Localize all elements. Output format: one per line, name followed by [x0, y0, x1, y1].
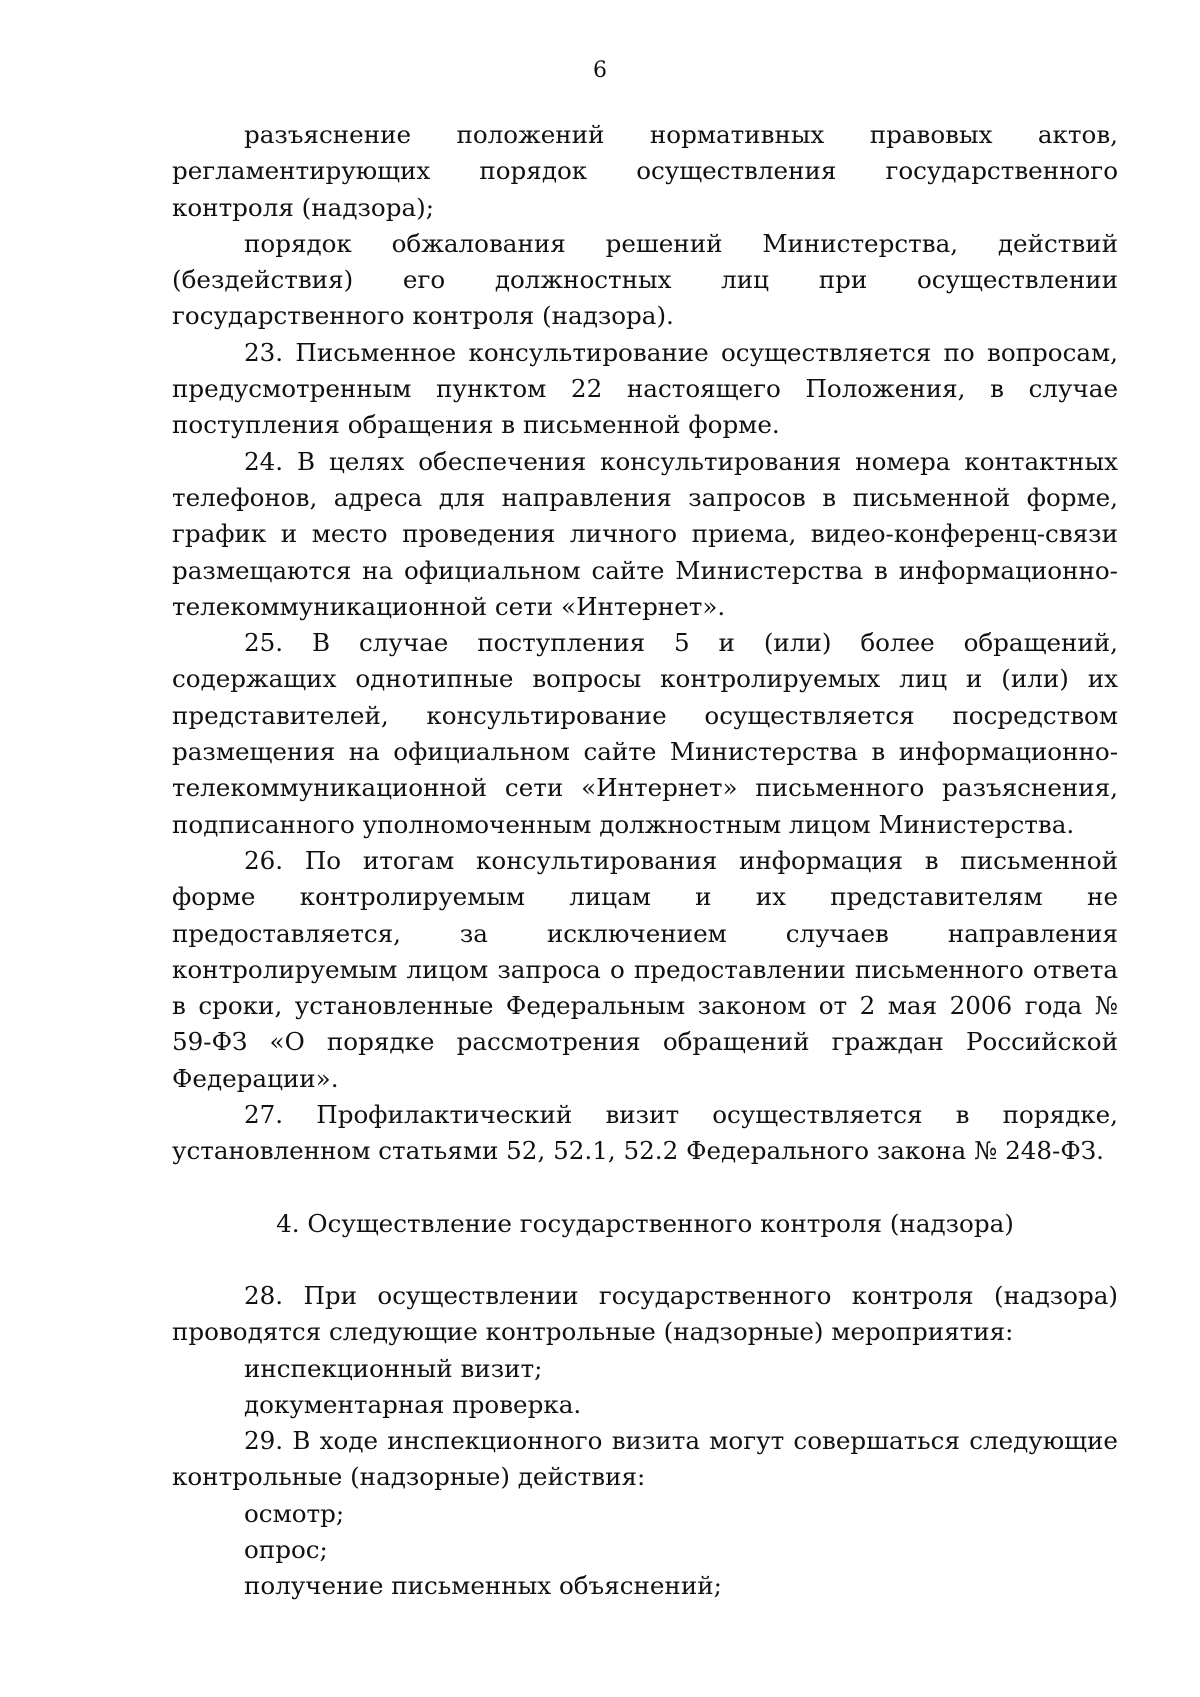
- paragraph-25: 25. В случае поступления 5 и (или) более обращений, содержащих однотипные вопросы контролируемых лиц и (или) их представителей, консультирование осуществляется посредством размещения на официальном сайте Министерства в информационно-телекоммуникационной сети «Интернет» письменного разъяснения, подписанного уполномоченным должностным лицом Министерства.: [172, 628, 1118, 839]
- document-body: [172, 117, 1118, 1605]
- paragraph-27: 27. Профилактический визит осуществляется в порядке, установленном статьями 52, 52.1, 52.2 Федерального закона № 248-ФЗ.: [172, 1100, 1118, 1166]
- paragraph-24: 24. В целях обеспечения консультирования номера контактных телефонов, адреса для направления запросов в письменной форме, график и место проведения личного приема, видео-конференц-связи размещаются на официальном сайте Министерства в информационно-телекоммуникационной сети «Интернет».: [172, 446, 1118, 621]
- page-number: 6: [593, 58, 607, 83]
- section-heading: 4. Осуществление государственного контроля (надзора): [276, 1208, 1014, 1238]
- paragraph-clarification: разъяснение положений нормативных правовых актов, регламентирующих порядок осуществления государственного контроля (надзора);: [172, 120, 1118, 222]
- list-item-written-explanations: получение письменных объяснений;: [244, 1571, 722, 1601]
- paragraph-23: 23. Письменное консультирование осуществляется по вопросам, предусмотренным пунктом 22 настоящего Положения, в случае поступления обращения в письменной форме.: [172, 337, 1118, 440]
- list-item-inspection: осмотр;: [244, 1498, 345, 1528]
- paragraph-appeal-procedure: порядок обжалования решений Министерства, действий (бездействия) его должностных лиц при осуществлении государственного контроля (надзора).: [172, 228, 1118, 331]
- list-item-inspection-visit: инспекционный визит;: [244, 1353, 543, 1383]
- paragraph-29: 29. В ходе инспекционного визита могут совершаться следующие контрольные (надзорные) действия:: [172, 1426, 1118, 1492]
- list-item-documentary-check: документарная проверка.: [244, 1389, 582, 1419]
- paragraph-26: 26. По итогам консультирования информация в письменной форме контролируемым лицам и их представителям не предоставляется, за исключением случаев направления контролируемым лицом запроса о предоставлении письменного ответа в сроки, установленные Федеральным законом от 2 мая 2006 года № 59-ФЗ «О порядке рассмотрения обращений граждан Российской Федерации».: [172, 845, 1118, 1093]
- paragraph-28: 28. При осуществлении государственного контроля (надзора) проводятся следующие контрольные (надзорные) мероприятия:: [172, 1280, 1118, 1347]
- list-item-survey: опрос;: [244, 1534, 328, 1564]
